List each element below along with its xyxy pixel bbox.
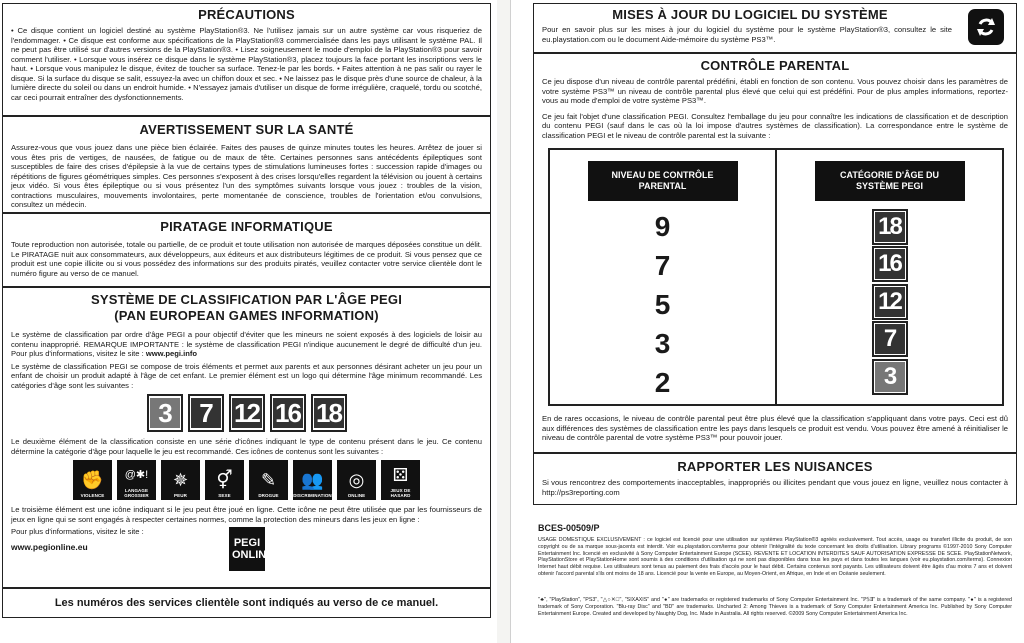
updates-text: Pour en savoir plus sur les mises à jour du logiciel du système pour le système PlayStation®3, consultez le site eu.playstation.com ou le document Aide-mémoire du système PS3™. [542, 25, 952, 44]
syringe-icon: ✎ [260, 470, 277, 490]
pegi-info-link[interactable]: www.pegi.info [145, 349, 198, 358]
legal-code: BCES-00509/P [538, 523, 600, 533]
pegi-intro-text: Le système de classification par ordre d'âge PEGI a pour objectif d'éviter que les mineurs ne soient exposés à des logiciels de loisir au contenu inapproprié. REMARQUE IMPORTANTE : le système de classification PEGI n'indique aucunement le degré de difficulté d'un jeu. Pour plus d'informations, visitez le site : [11, 330, 482, 358]
speech-bubble-icon: @✱! [124, 469, 149, 481]
pegi-online-link[interactable]: www.pegionline.eu [11, 541, 88, 552]
parental-level-list [655, 207, 671, 402]
pegi-category-list [872, 207, 908, 396]
legal-usage-text: USAGE DOMESTIQUE EXCLUSIVEMENT : ce logiciel est licencié pour une utilisation sur systèmes PlayStation®3 agréés exclusivement. Tout accès, usage ou transfert illicite du produit, de son copyright ou de sa marque sous-jacents est interdit. Voir eu.playstation.com/terms pour obtenir l'intégralité du texte concernant les droits d'utilisation. Library programs ©1997-2010 Sony Computer Entertainment Inc. licencié en exclusivité à Sony Computer Entertainment Europe (SCEE). REVENTE ET LOCATION INTERDITES SAUF AUTORISATION EXPRESSE DE SCEE. PlayStationNetwork, PlayStationStore et PlayStationHome sont soumis à des conditions d'utilisation qui ne sont pas disponibles dans tous les pays et dans toutes les langues (voir eu.playstation.com/terms). Connexion Internet haut débit requise. Les utilisateurs sont tenus au paiement des frais d'accès pour le haut débit. Certains contenus sont payants. Les utilisateurs doivent être âgés d'au moins 7 ans et doivent obtenir l'accord parental s'ils ont moins de 18 ans. Licencié pour la vente en Europe, au Moyen-Orient, en Afrique, en Inde et en Océanie seulement. [538, 537, 1012, 577]
pegi-intro [11, 330, 482, 359]
pegi-category-7-badge [872, 321, 908, 357]
pegi-category-3-label: 3 [875, 362, 905, 392]
pegi-category-16-badge [872, 246, 908, 282]
people-icon: 👥 [301, 470, 324, 490]
globe-icon: ◎ [348, 470, 365, 490]
precautions-title: PRÉCAUTIONS [198, 7, 295, 22]
nuisance-section [533, 453, 1017, 505]
pegi-category-12-badge [872, 284, 908, 320]
descriptor-online [337, 460, 376, 500]
descriptor-fear [161, 460, 200, 500]
pegi-age-ratings [11, 394, 482, 432]
customer-service-footer [2, 588, 491, 618]
pegi-category-header: CATÉGORIE D'ÂGE DU SYSTÈME PEGI [815, 161, 965, 201]
pegi-descriptors-text: Le deuxième élément de la classification consiste en une série d'icônes indiquant le type de contenu présent dans le jeu. Ce contenu détermine la catégorie d'âge pour laquelle le jeu est recommandé. Ces icônes de contenus sont les suivantes : [11, 437, 482, 456]
pegi-age-16-label: 16 [273, 398, 303, 428]
pegi-online-block [11, 527, 482, 577]
descriptor-bad-language [117, 460, 156, 500]
pegi-online-logo-text: PEGI ONLINE [232, 537, 274, 561]
parental-text-1: Ce jeu dispose d'un niveau de contrôle parental prédéfini, établi en fonction de son contenu. Vous pouvez choisir dans les paramètres de votre système PS3™ un niveau de contrôle parental plus élevé que celui qui est prédéfini. Pour de plus amples informations, reportez-vous au mode d'emploi de votre système PS3™. [542, 77, 1008, 105]
left-page [0, 0, 497, 643]
descriptor-label: DISCRIMINATION [293, 493, 332, 498]
parental-correspondence-table [548, 148, 1004, 406]
parental-level-header: NIVEAU DE CONTRÔLE PARENTAL [588, 161, 738, 201]
pegi-category-18-label: 18 [875, 212, 905, 242]
fist-icon: ✊ [81, 470, 104, 490]
pegi-descriptor-icons [11, 460, 482, 500]
piracy-section [2, 213, 491, 287]
parental-text-2: Ce jeu fait l'objet d'une classification PEGI. Consultez l'emballage du jeu pour connaître les indications de classification et de description du contenu PEGI (sauf dans le cas où la loi impose d'autres systèmes de classification). La correspondance entre le système de classification PEGI et le niveau de contrôle parental est la suivante : [542, 111, 1008, 140]
parental-level-7: 7 [654, 250, 671, 281]
dice-icon: ⚄ [392, 465, 409, 485]
descriptor-discrimination [293, 460, 332, 500]
descriptor-label: ONLINE [347, 493, 366, 498]
parental-text-3: En de rares occasions, le niveau de contrôle parental peut être plus élevé que la classification s'appliquant dans votre pays. Ceci est dû aux différences des systèmes de classification entre les pays dans lesquels ce produit est vendu. Vous pouvez être amené à réinitialiser le niveau de contrôle parental de votre système PS3™ pour pouvoir jouer. [542, 414, 1008, 442]
customer-service-note: Les numéros des services clientèle sont indiqués au verso de ce manuel. [54, 597, 439, 609]
legal-trademarks-text: "♣", "PlayStation", "PS3", "△○✕□", "SIXAXIS" and "●" are trademarks or registered trademarks of Sony Computer Entertainment Inc. "ℙ𝕊∃" is a trademark of the same company. "●" is a registered trademark of Sony Corporation. "Blu-ray Disc" and "BD" are trademarks. Uncharted 2: Among Thieves is a trademark of Sony Computer Entertainment America Inc. Published by Sony Computer Entertainment Europe. Created and developed by Naughty Dog, Inc. Made in Australia. All rights reserved. ©2009 Sony Computer Entertainment America Inc. [538, 597, 1012, 617]
pegi-age-3-badge [147, 394, 183, 432]
pegi-category-12-label: 12 [875, 287, 905, 317]
pegi-title [11, 292, 482, 324]
descriptor-gambling [381, 460, 420, 500]
pegi-age-12-label: 12 [232, 398, 262, 428]
descriptor-drugs [249, 460, 288, 500]
pegi-title-line1: SYSTÈME DE CLASSIFICATION PAR L'ÂGE PEGI [90, 292, 403, 307]
parental-level-column [550, 150, 777, 404]
pegi-section [2, 287, 491, 588]
pegi-category-18-badge [872, 209, 908, 245]
update-icon [968, 9, 1004, 45]
descriptor-label: JEUX DE HASARD [390, 488, 411, 498]
health-text: Assurez-vous que vous jouez dans une pièce bien éclairée. Faites des pauses de quinze minutes toutes les heures. Arrêtez de jouer si vous êtes pris de vertiges, de nausées, de fatigue ou de maux de tête. Certaines personnes sans antécédents épileptiques sont susceptibles de faire des crises d'épilepsie à la vue de certains types de stimulations lumineuses fortes : succession rapide d'images ou répétitions de figures géométriques simples. Ces personnes s'exposent à des crises lorsqu'elles regardent la télévision ou jouent à certains jeux vidéo. Si vous êtes épileptique ou si vous présentez l'un des symptômes suivants lorsque vous jouez : troubles de la vision, contractions musculaires, mouvements involontaires, perte momentanée de conscience, troubles de l'orientation et/ou convulsions, consultez un médecin. [11, 143, 482, 209]
parental-level-3: 3 [654, 328, 671, 359]
pegi-age-18-label: 18 [314, 398, 344, 428]
gender-icon: ⚥ [216, 470, 233, 490]
pegi-more-info: Pour plus d'informations, visitez le site : [11, 527, 144, 536]
refresh-arrows-icon [974, 15, 998, 39]
precautions-section [2, 3, 491, 116]
descriptor-sex [205, 460, 244, 500]
descriptor-violence [73, 460, 112, 500]
nuisance-title: RAPPORTER LES NUISANCES [677, 459, 873, 474]
spider-icon: ✵ [172, 470, 189, 490]
pegi-category-column [777, 150, 1002, 404]
health-section [2, 116, 491, 213]
pegi-age-12-badge [229, 394, 265, 432]
descriptor-label: VIOLENCE [80, 493, 105, 498]
pegi-age-7-label: 7 [191, 398, 221, 428]
descriptor-label: PEUR [174, 493, 187, 498]
descriptor-label: SEXE [218, 493, 231, 498]
parental-section [533, 53, 1017, 453]
descriptor-label: LANGAGE GROSSIER [124, 488, 149, 498]
right-page [510, 0, 1024, 643]
parental-level-2: 2 [654, 367, 671, 398]
updates-section [533, 3, 1017, 53]
parental-title: CONTRÔLE PARENTAL [700, 58, 850, 73]
piracy-text: Toute reproduction non autorisée, totale ou partielle, de ce produit et toute utilisation non autorisée de marques déposées constitue un délit. Le PIRATAGE nuit aux consommateurs, aux développeurs, aux éditeurs et aux distributeurs légitimes de ce produit. Si vous pensez que ce produit est une copie illicite ou si vous possédez des informations sur des produits piratés, veuillez contacter votre service clientèle dont le numéro figure au verso de ce manuel. [11, 240, 482, 278]
pegi-title-line2: (PAN EUROPEAN GAMES INFORMATION) [114, 308, 379, 323]
pegi-components-text: Le système de classification PEGI se compose de trois éléments et permet aux parents et aux personnes désirant acheter un jeu pour un enfant de choisir un produit adapté à l'âge de cet enfant. Le premier élément est un logo qui détermine l'âge minimum recommandé. Les catégories d'âge sont les suivantes : [11, 361, 482, 390]
descriptor-label: DROGUE [258, 493, 279, 498]
health-title: AVERTISSEMENT SUR LA SANTÉ [139, 122, 354, 137]
parental-level-9: 9 [654, 211, 671, 242]
pegi-category-7-label: 7 [875, 324, 905, 354]
pegi-age-7-badge [188, 394, 224, 432]
pegi-category-3-badge [872, 359, 908, 395]
precautions-text: • Ce disque contient un logiciel destiné au système PlayStation®3. Ne l'utilisez jamais sur un autre système car vous risqueriez de l'endommager. • Ce disque est conforme aux spécifications de la PlayStation®3 commercialisée dans les pays utilisant le système PAL. Il ne peut pas être utilisé sur d'autres versions de la PlayStation®3. • Lisez soigneusement le mode d'emploi de la PlayStation®3 pour savoir comment l'utiliser. • Lorsque vous insérez ce disque dans le système PlayStation®3, placez toujours la face portant les inscriptions vers le haut. • Lorsque vous manipulez le disque, évitez de toucher sa surface. Tenez-le par les bords. • Faites attention à ne pas salir ou rayer le disque. Si la surface du disque se salit, essuyez-la avec un chiffon doux et sec. • Ne laissez pas le disque près d'une source de chaleur, à la lumière directe du soleil ou dans un endroit humide. • N'essayez jamais d'utiliser un disque de forme irrégulière, craquelé, tordu ou scotché, car ceci pourrait entraîner des dysfonctionnements. [11, 26, 482, 102]
parental-level-5: 5 [654, 289, 671, 320]
pegi-age-16-badge [270, 394, 306, 432]
piracy-title: PIRATAGE INFORMATIQUE [160, 219, 333, 234]
nuisance-text: Si vous rencontrez des comportements inacceptables, inappropriés ou illicites pendant que vous jouez en ligne, veuillez nous contacter à http://ps3reporting.com [542, 478, 1008, 497]
pegi-age-3-label: 3 [150, 398, 180, 428]
pegi-age-18-badge [311, 394, 347, 432]
updates-title: MISES À JOUR DU LOGICIEL DU SYSTÈME [612, 7, 888, 22]
pegi-online-text: Le troisième élément est une icône indiquant si le jeu peut être joué en ligne. Cette icône ne peut être utilisée que par les fournisseurs de jeux en ligne qui se sont engagés à respecter certaines normes, comme la protection des mineurs dans les jeux en ligne : [11, 505, 482, 524]
pegi-online-logo [229, 527, 274, 571]
pegi-category-16-label: 16 [875, 249, 905, 279]
